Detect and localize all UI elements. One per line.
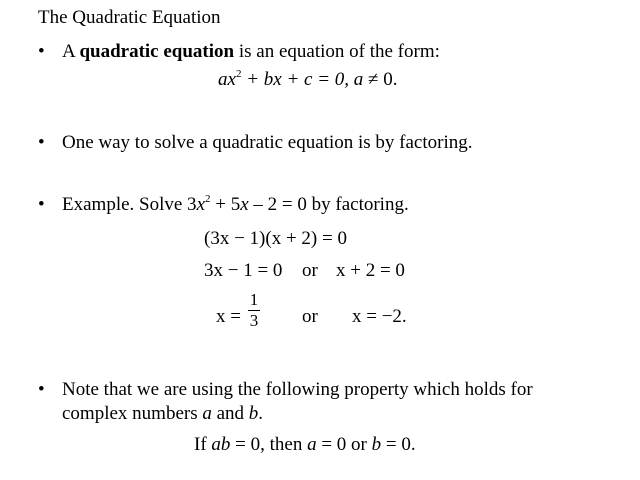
bullet-3-text [62, 194, 409, 216]
example-x: x [196, 194, 205, 215]
bullet-4-line-1: Note that we are using the following property which holds for [62, 379, 533, 400]
prop-if: If [194, 434, 212, 455]
slide-title: The Quadratic Equation [38, 7, 221, 28]
line2-and: and [211, 403, 249, 424]
line2-var-b: b [248, 403, 259, 424]
prop-a: a [307, 434, 317, 455]
bullet-1-dot: • [38, 41, 45, 62]
example-label: Example. Solve 3 [62, 194, 197, 215]
formula-rest: + bx + c = 0, [241, 69, 354, 90]
prop-mid-2: = 0 or [316, 434, 372, 455]
line2-period: . [258, 403, 264, 424]
fraction-denominator: 3 [249, 311, 259, 330]
example-exponent: 2 [205, 193, 211, 205]
formula-ax: ax [218, 69, 236, 90]
step2-or: or [302, 260, 318, 281]
bullet-1-prefix: A [62, 41, 80, 62]
example-rest-2: – 2 = 0 by factoring. [248, 194, 409, 215]
step3-or: or [302, 306, 318, 327]
fraction-numerator: 1 [249, 290, 259, 309]
prop-ab: ab [211, 434, 231, 455]
bullet-1-suffix: is an equation of the form: [234, 41, 440, 62]
formula-exponent: 2 [235, 68, 242, 80]
example-x-2: x [240, 194, 249, 215]
step2-left: 3x − 1 = 0 [204, 260, 283, 281]
bullet-4-dot: • [38, 379, 45, 400]
bullet-1-bold-term: quadratic equation [79, 41, 235, 62]
bullet-1-text [62, 41, 440, 63]
zero-product-property [194, 434, 416, 456]
prop-mid-1: = 0, then [230, 434, 308, 455]
line2-text-a: complex numbers [62, 403, 203, 424]
step2-right: x + 2 = 0 [336, 260, 405, 281]
bullet-2-dot: • [38, 132, 45, 153]
bullet-4-line-2 [62, 403, 263, 425]
formula-a: a [353, 69, 364, 90]
bullet-2-text: One way to solve a quadratic equation is by factoring. [62, 132, 473, 153]
fraction-one-third [247, 290, 261, 331]
prop-b: b [371, 434, 382, 455]
prop-end: = 0. [381, 434, 416, 455]
example-rest-1: + 5 [210, 194, 241, 215]
line2-var-a: a [202, 403, 212, 424]
factored-equation: (3x − 1)(x + 2) = 0 [204, 228, 347, 249]
formula-not-equal: ≠ 0. [363, 69, 398, 90]
quadratic-general-form [218, 69, 397, 91]
step3-left: x = [216, 306, 241, 327]
step3-right: x = −2. [352, 306, 407, 327]
bullet-3-dot: • [38, 194, 45, 215]
